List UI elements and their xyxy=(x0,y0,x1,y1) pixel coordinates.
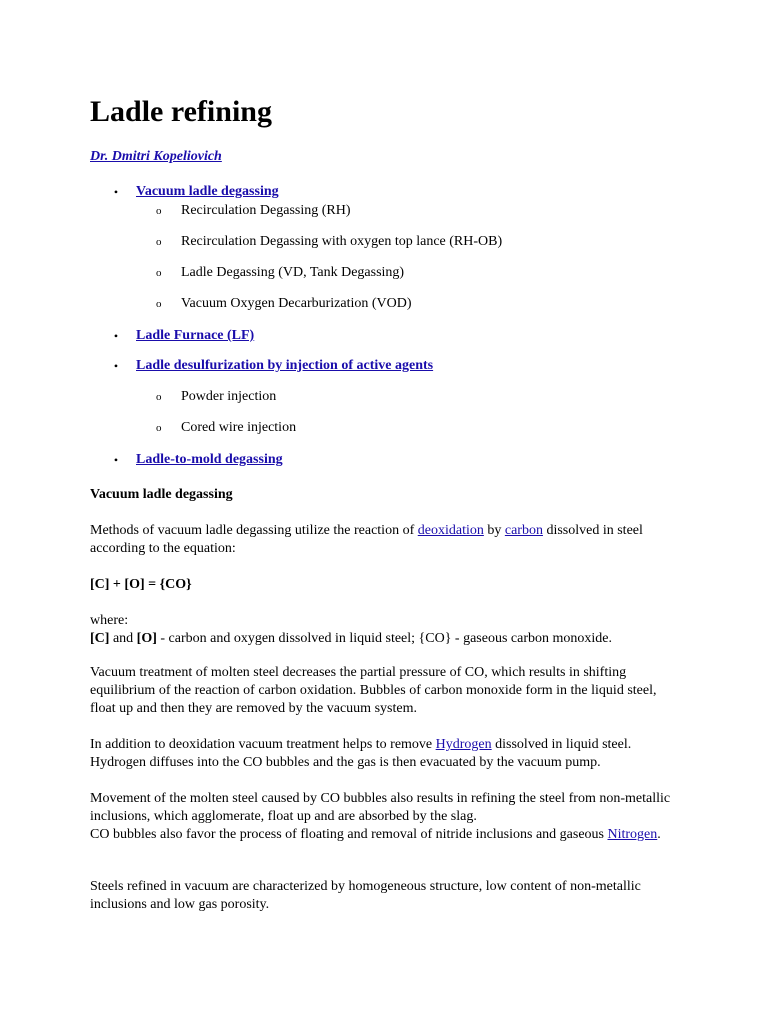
sub-bullet-icon: o xyxy=(156,205,162,217)
o-symbol: [O] xyxy=(136,631,157,646)
section-heading: Vacuum ladle degassing xyxy=(90,487,233,502)
toc-subitem: Powder injection xyxy=(181,389,277,404)
page-title: Ladle refining xyxy=(90,95,272,128)
c-symbol: [C] xyxy=(90,631,110,646)
bullet-icon: • xyxy=(113,359,119,373)
bullet-icon: • xyxy=(113,453,119,467)
paragraph: Steels refined in vacuum are characterized by homogeneous structure, low content of non-metallic inclusions and low gas porosity. xyxy=(90,879,641,912)
bullet-icon: • xyxy=(113,329,119,343)
paragraph xyxy=(90,612,680,648)
equation: [C] + [O] = {CO} xyxy=(90,577,192,592)
paragraph-text: dissolved in liquid steel. Hydrogen diffuses into the CO bubbles and the gas is then evacuated by the vacuum pump. xyxy=(90,737,632,770)
sub-bullet-icon: o xyxy=(156,236,162,248)
paragraph-text: Movement of the molten steel caused by CO bubbles also results in refining the steel from non-metallic inclusions, which agglomerate, float up and are absorbed by the slag. xyxy=(90,791,671,824)
paragraph-text: and xyxy=(109,631,137,646)
bullet-icon: • xyxy=(113,185,119,199)
toc-link-ladle-furnace[interactable]: Ladle Furnace (LF) xyxy=(136,328,255,343)
sub-bullet-icon: o xyxy=(156,267,162,279)
carbon-link[interactable]: carbon xyxy=(504,523,543,538)
paragraph-text: - carbon and oxygen dissolved in liquid steel; {CO} - gaseous carbon monoxide. xyxy=(156,631,613,646)
paragraph: Vacuum treatment of molten steel decreases the partial pressure of CO, which results in shifting equilibrium of the reaction of carbon oxidation. Bubbles of carbon monoxide form in the liquid steel, float up and then they are removed by the vacuum system. xyxy=(90,665,657,716)
nitrogen-link[interactable]: Nitrogen xyxy=(607,827,658,842)
author-link[interactable]: Dr. Dmitri Kopeliovich xyxy=(90,149,222,164)
toc-subitem: Recirculation Degassing (RH) xyxy=(181,203,351,218)
toc-subitem: Ladle Degassing (VD, Tank Degassing) xyxy=(181,265,405,280)
paragraph-text: Methods of vacuum ladle degassing utilize the reaction of xyxy=(90,523,418,538)
sub-bullet-icon: o xyxy=(156,391,162,403)
paragraph-text: CO bubbles also favor the process of floating and removal of nitride inclusions and gaseous xyxy=(90,827,608,842)
author-line xyxy=(90,148,222,166)
paragraph xyxy=(90,790,680,844)
deoxidation-link[interactable]: deoxidation xyxy=(417,523,484,538)
paragraph-text: In addition to deoxidation vacuum treatment helps to remove xyxy=(90,737,436,752)
paragraph-text: dissolved in steel according to the equation: xyxy=(90,523,643,556)
toc-link-ladle-to-mold-degassing[interactable]: Ladle-to-mold degassing xyxy=(136,452,283,467)
toc-subitem: Vacuum Oxygen Decarburization (VOD) xyxy=(181,296,412,311)
toc-link-vacuum-ladle-degassing[interactable]: Vacuum ladle degassing xyxy=(136,184,279,199)
paragraph-text: by xyxy=(483,523,505,538)
sub-bullet-icon: o xyxy=(156,298,162,310)
paragraph xyxy=(90,522,680,558)
hydrogen-link[interactable]: Hydrogen xyxy=(435,737,492,752)
paragraph xyxy=(90,736,680,772)
paragraph-text: . xyxy=(657,827,661,842)
where-label: where: xyxy=(90,613,129,628)
sub-bullet-icon: o xyxy=(156,422,162,434)
toc-subitem: Cored wire injection xyxy=(181,420,297,435)
toc-subitem: Recirculation Degassing with oxygen top lance (RH-OB) xyxy=(181,234,503,249)
toc-link-ladle-desulfurization[interactable]: Ladle desulfurization by injection of active agents xyxy=(136,358,434,373)
